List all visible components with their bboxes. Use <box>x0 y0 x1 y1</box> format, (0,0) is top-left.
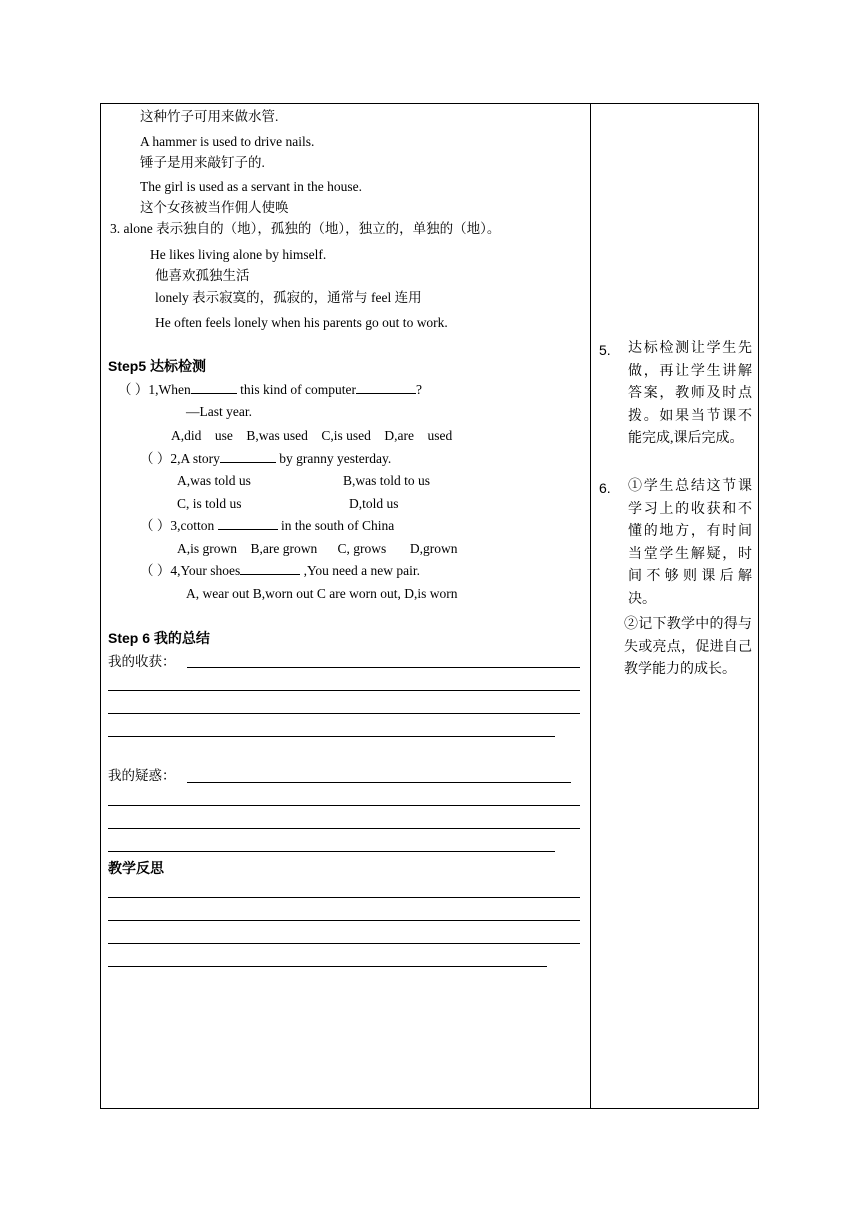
note-6-number: 6. <box>599 480 611 496</box>
lonely-note: lonely 表示寂寞的，孤寂的，通常与 feel 连用 <box>155 290 422 305</box>
question-1-end: ? <box>415 382 422 397</box>
question-1-middle: this kind of computer <box>240 382 356 397</box>
writing-line <box>108 828 580 829</box>
writing-line <box>108 920 580 921</box>
note-6-text-b: ②记下教学中的得与失或亮点，促进自己教学能力的成长。 <box>624 617 752 677</box>
point-3-alone: 3. alone 表示独自的（地），孤独的（地），独立的，单独的（地）。 <box>110 221 501 236</box>
example-2-chinese: 锤子是用来敲钉子的. <box>140 155 265 170</box>
note-6-text-a: ①学生总结这节课学习上的收获和不懂的地方，有时间当堂学生解疑，时间不够则课后解决。 <box>628 479 752 607</box>
question-4-end: ,You need a new pair. <box>303 563 421 578</box>
question-2-option-a: A,was told us <box>177 473 251 488</box>
example-3-english: The girl is used as a servant in the house. <box>140 179 362 194</box>
question-2 <box>140 451 391 466</box>
example-2-english: A hammer is used to drive nails. <box>140 134 315 149</box>
question-1-options: A,did use B,was used C,is used D,are used <box>171 428 453 443</box>
question-4-options: A, wear out B,worn out C are worn out, D,is worn <box>186 586 458 601</box>
question-3-stem: （ ）3,cotton <box>140 518 215 533</box>
question-1 <box>118 382 422 397</box>
lonely-example-english: He often feels lonely when his parents go out to work. <box>155 315 448 330</box>
question-3-end: in the south of China <box>281 518 395 533</box>
writing-line <box>108 966 547 967</box>
example-3-chinese: 这个女孩被当作佣人使唤 <box>140 200 289 215</box>
answer-blank <box>191 382 237 394</box>
question-2-stem: （ ）2,A story <box>140 451 220 466</box>
example-1-chinese: 这种竹子可用来做水管. <box>140 109 279 124</box>
step5-heading: Step5 达标检测 <box>108 358 207 374</box>
question-4-stem: （ ）4,Your shoes <box>140 563 241 578</box>
question-2-option-d: D,told us <box>349 496 399 511</box>
question-2-end: by granny yesterday. <box>279 451 392 466</box>
writing-line <box>108 897 580 898</box>
answer-blank <box>356 382 416 394</box>
writing-line <box>108 943 580 944</box>
gains-label: 我的收获： <box>108 654 176 669</box>
question-4 <box>140 563 420 578</box>
writing-line <box>187 667 580 668</box>
doubts-label: 我的疑惑： <box>108 768 176 783</box>
writing-line <box>108 851 555 852</box>
step6-heading: Step 6 我的总结 <box>108 630 210 646</box>
reflection-heading: 教学反思 <box>108 860 164 876</box>
question-3-options: A,is grown B,are grown C, grows D,grown <box>177 541 458 556</box>
answer-blank <box>218 518 278 530</box>
answer-blank <box>220 451 276 463</box>
question-1-reply: —Last year. <box>186 404 252 419</box>
answer-blank <box>240 563 300 575</box>
question-3 <box>140 518 394 533</box>
question-1-stem: （ ）1,When <box>118 382 191 397</box>
alone-example-chinese: 他喜欢孤独生活 <box>155 268 250 283</box>
note-5-number: 5. <box>599 342 611 358</box>
writing-line <box>108 805 580 806</box>
question-2-option-b: B,was told to us <box>343 473 431 488</box>
alone-example-english: He likes living alone by himself. <box>150 247 327 262</box>
column-divider <box>590 103 591 1109</box>
writing-line <box>108 736 555 737</box>
writing-line <box>187 782 571 783</box>
writing-line <box>108 690 580 691</box>
question-2-option-c: C, is told us <box>177 496 242 511</box>
note-5-text: 达标检测让学生先做，再让学生讲解答案，教师及时点拨。如果当节课不能完成,课后完成。 <box>628 341 752 446</box>
writing-line <box>108 713 580 714</box>
